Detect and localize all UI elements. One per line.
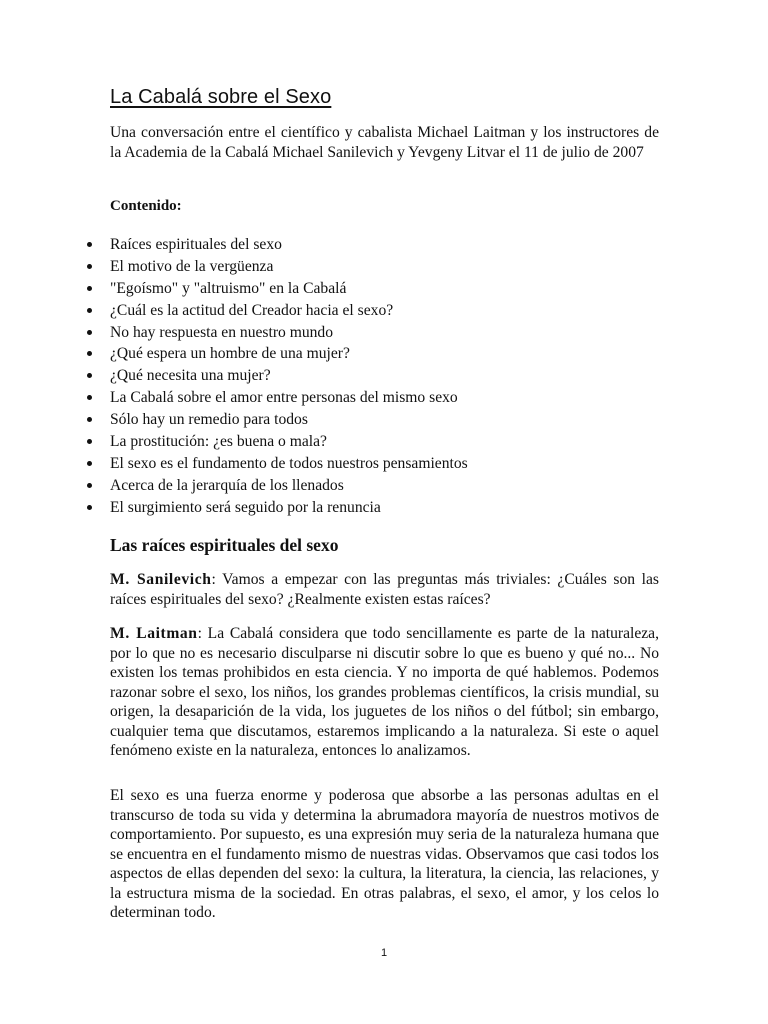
table-of-contents [87,235,647,520]
bullet-icon [87,417,92,422]
toc-item [87,498,647,520]
bullet-icon [87,461,92,466]
toc-item [87,454,647,476]
toc-item [87,388,647,410]
toc-item [87,235,647,257]
intro-paragraph: Una conversación entre el científico y cabalista Michael Laitman y los instructores de la Academia de la Cabalá Michael Sanilevich y Yevgeny Litvar el 11 de julio de 2007 [110,124,659,161]
bullet-icon [87,373,92,378]
toc-label: Contenido: [110,198,182,214]
section-heading: Las raíces espirituales del sexo [110,535,339,555]
bullet-icon [87,242,92,247]
bullet-icon [87,308,92,313]
bullet-icon [87,483,92,488]
toc-item-text: Sólo hay un remedio para todos [110,411,308,429]
toc-item [87,301,647,323]
toc-item-text: El motivo de la vergüenza [110,257,274,275]
document-title: La Cabalá sobre el Sexo [110,86,332,108]
toc-item-text: El surgimiento será seguido por la renuncia [110,498,381,516]
toc-item-text: Acerca de la jerarquía de los llenados [110,476,344,494]
bullet-icon [87,505,92,510]
bullet-icon [87,351,92,356]
toc-item-text: La Cabalá sobre el amor entre personas del mismo sexo [110,389,458,407]
paragraph-text: El sexo es una fuerza enorme y poderosa que absorbe a las personas adultas en el transcurso de toda su vida y determina la abrumadora mayoría de nuestros motivos de comportamiento. Por supuesto, es una expresión muy seria de la naturaleza humana que se encuentra en el fundamento mismo de nuestras vidas. Observamos que casi todos los aspectos de ellas dependen del sexo: la cultura, la literatura, la ciencia, las relaciones, y la estructura misma de la sociedad. En otras palabras, el sexo, el amor, y los celos lo determinan todo. [110,787,659,921]
toc-item [87,344,647,366]
bullet-icon [87,264,92,269]
toc-item-text: ¿Cuál es la actitud del Creador hacia el sexo? [110,301,394,319]
paragraph-laitman [110,624,659,761]
paragraph-text: : La Cabalá considera que todo sencillamente es parte de la naturaleza, por lo que no es necesario disculparse ni discutir sobre lo que es bueno y qué no... No existen los temas prohibidos en esta ciencia. Y no importa de qué hablemos. Podemos razonar sobre el sexo, los niños, los grandes problemas científicos, la crisis mundial, su origen, la desaparición de la vida, los juguetes de los niños o del fútbol; sin embargo, cualquier tema que discutamos, estaremos implicando a la naturaleza. Si este o aquel fenómeno existe en la naturaleza, entonces lo analizamos. [110,625,659,759]
page-number: 1 [380,947,388,959]
toc-item-text: La prostitución: ¿es buena o mala? [110,433,327,451]
toc-item-text: "Egoísmo" y "altruismo" en la Cabalá [110,279,347,297]
bullet-icon [87,330,92,335]
speaker-name: M. Laitman [110,625,198,642]
toc-item-text: Raíces espirituales del sexo [110,236,282,253]
toc-item-text: El sexo es el fundamento de todos nuestros pensamientos [110,454,468,472]
toc-item [87,366,647,388]
speaker-name: M. Sanilevich [110,571,212,588]
toc-item-text: No hay respuesta en nuestro mundo [110,323,334,341]
toc-item [87,257,647,279]
toc-item [87,476,647,498]
toc-item-text: ¿Qué espera un hombre de una mujer? [110,345,350,363]
toc-item [87,323,647,345]
paragraph-text: : Vamos a empezar con las preguntas más triviales: ¿Cuáles son las raíces espirituales del sexo? ¿Realmente existen estas raíces? [110,571,659,608]
toc-item [87,279,647,301]
paragraph-body [110,786,659,923]
toc-item [87,410,647,432]
toc-item-text: ¿Qué necesita una mujer? [110,367,271,385]
toc-item [87,432,647,454]
paragraph-sanilevich [110,570,659,609]
bullet-icon [87,439,92,444]
bullet-icon [87,286,92,291]
bullet-icon [87,395,92,400]
